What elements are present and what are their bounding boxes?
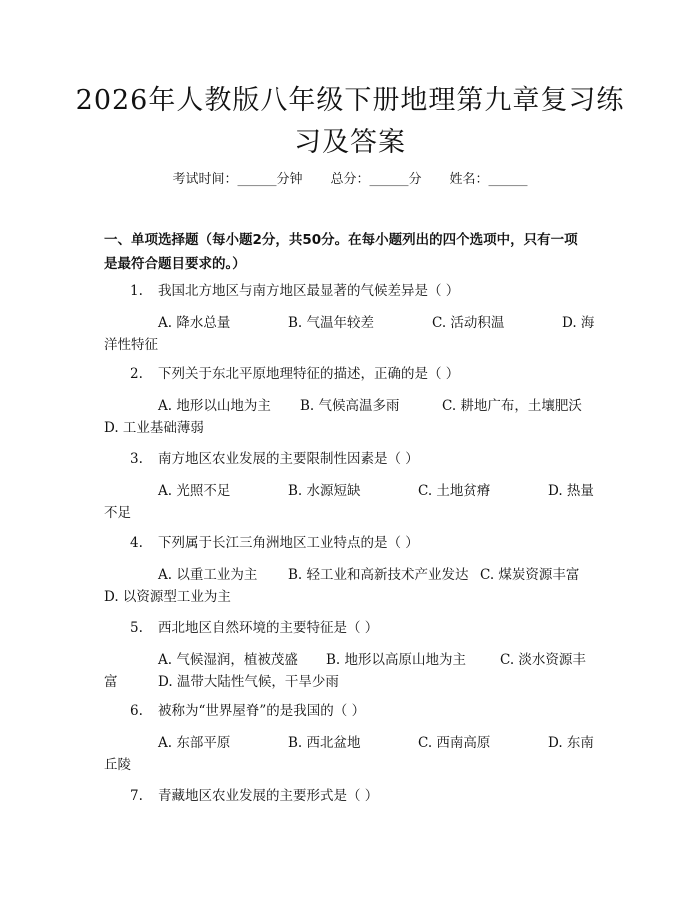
question-text: 青藏地区农业发展的主要形式是（ ） [158,788,379,804]
question-4 [130,532,600,554]
option-wrap: 富 [104,674,118,690]
option-c: C. 活动积温 [432,315,505,331]
question-number: 5. [130,620,143,636]
exam-time-field: 考试时间：______分钟 [172,172,303,187]
total-score-field: 总分：______分 [330,172,422,187]
section-heading [104,228,604,276]
option-wrap: 不足 [104,505,131,521]
option-d: D. 工业基础薄弱 [104,420,204,436]
question-text: 下列属于长江三角洲地区工业特点的是（ ） [158,535,419,551]
option-c: C. 煤炭资源丰富 [480,567,580,583]
section-heading-line-1: 一、单项选择题（每小题2分，共50分。在每小题列出的四个选项中，只有一项 [104,232,578,248]
question-6 [130,700,600,722]
option-a: A. 以重工业为主 [158,567,258,583]
option-c: C. 淡水资源丰 [500,652,586,668]
option-d: D. 东南 [548,735,594,751]
option-a: A. 地形以山地为主 [158,398,271,414]
option-wrap: 洋性特征 [104,337,158,353]
question-text: 下列关于东北平原地理特征的描述，正确的是（ ） [158,366,460,382]
option-b: B. 西北盆地 [288,735,361,751]
option-b: B. 气候高温多雨 [300,398,400,414]
question-text: 西北地区自然环境的主要特征是（ ） [158,620,379,636]
question-text: 我国北方地区与南方地区最显著的气候差异是（ ） [158,283,460,299]
option-d: D. 热量 [548,483,594,499]
option-d: D. 温带大陆性气候，干旱少雨 [158,674,339,690]
option-a: A. 气候湿润，植被茂盛 [158,652,298,668]
section-heading-line-2: 是最符合题目要求的。） [104,256,246,272]
option-a: A. 东部平原 [158,735,231,751]
question-text: 南方地区农业发展的主要限制性因素是（ ） [158,451,419,467]
option-c: C. 耕地广布，土壤肥沃 [442,398,582,414]
question-5 [130,617,600,639]
option-c: C. 西南高原 [418,735,491,751]
title-line-1: 2026年人教版八年级下册地理第九章复习练 [75,85,625,116]
question-1 [130,280,600,302]
question-3-options [104,479,600,527]
question-number: 2. [130,366,143,382]
question-4-options [104,563,600,611]
document-title [60,80,640,164]
option-a: A. 降水总量 [158,315,231,331]
question-number: 6. [130,703,143,719]
question-number: 1. [130,283,143,299]
option-b: B. 地形以高原山地为主 [326,652,467,668]
question-1-options [104,311,600,359]
name-field: 姓名：______ [449,172,528,187]
option-b: B. 气温年较差 [288,315,375,331]
question-2 [130,363,600,385]
question-6-options [104,731,600,779]
option-c: C. 土地贫瘠 [418,483,491,499]
question-2-options [104,394,600,442]
option-d: D. 以资源型工业为主 [104,589,231,605]
question-7 [130,785,600,807]
option-b: B. 轻工业和高新技术产业发达 [288,567,469,583]
question-3 [130,448,600,470]
option-b: B. 水源短缺 [288,483,361,499]
question-number: 3. [130,451,143,467]
question-text: 被称为“世界屋脊”的是我国的（ ） [158,703,366,719]
option-wrap: 丘陵 [104,757,131,773]
title-line-2: 习及答案 [294,127,406,158]
question-number: 4. [130,535,143,551]
question-number: 7. [130,788,143,804]
exam-info-line [0,168,700,187]
option-a: A. 光照不足 [158,483,231,499]
option-d: D. 海 [562,315,595,331]
question-5-options [104,648,600,696]
